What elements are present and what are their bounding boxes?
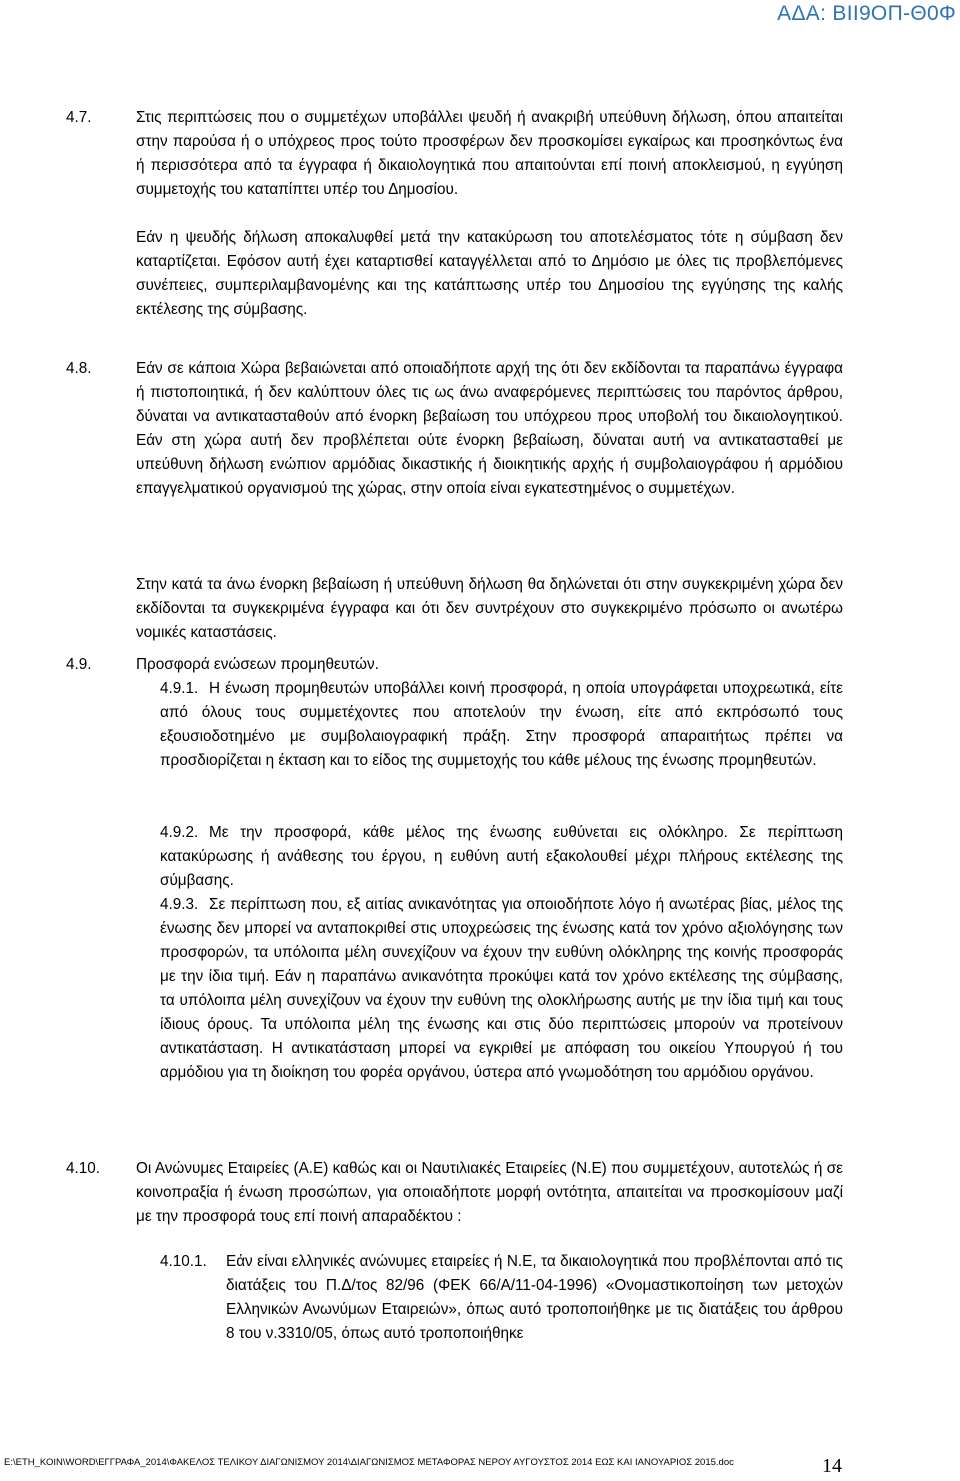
subsection-number-4-9-3: 4.9.3. [160,896,199,913]
section-number-4-7: 4.7. [66,109,92,126]
subsection-4-9-1-text: Η ένωση προμηθευτών υποβάλλει κοινή προσφορά, η οποία υπογράφεται υποχρεωτικά, είτε από όλους τους συμμετέχοντες που αποτελούν την ένωση, είτε από εκπρόσωπό τους εξουσιοδοτημένο με συμβολαιογραφική πράξη. Στην προσφορά απαραιτήτως πρέπει να προσδιορίζεται η έκταση και το είδος της συμμετοχής του κάθε μέλους της ένωσης προμηθευτών. [160,680,843,769]
section-4-8-paragraph-1: Εάν σε κάποια Χώρα βεβαιώνεται από οποιαδήποτε αρχή της ότι δεν εκδίδονται τα παραπάνω έγγραφα ή πιστοποιητικά, ή δεν καλύπτουν όλες τις ως άνω αναφερόμενες περιπτώσεις του παρόντος άρθρου, δύναται να αντικατασταθούν από ένορκη βεβαίωση του υπόχρεου προς υποβολή του δικαιολογητικού. Εάν στη χώρα αυτή δεν προβλέπεται ούτε ένορκη βεβαίωση, δύναται αυτή να αντικατασταθεί με υπεύθυνη δήλωση ενώπιον αρμόδιας δικαστικής ή διοικητικής αρχής ή συμβολαιογράφου ή αρμόδιου επαγγελματικού οργανισμού της χώρας, στην οποία είναι εγκατεστημένος ο συμμετέχων. [136,360,843,497]
page-number: 14 [822,1455,842,1477]
section-4-7-paragraph-2: Εάν η ψευδής δήλωση αποκαλυφθεί μετά την κατακύρωση του αποτελέσματος τότε η σύμβαση δεν καταρτίζεται. Εφόσον αυτή έχει καταρτισθεί καταγγέλλεται από το Δημόσιο με όλες τις προβλεπόμενες συνέπειες, συμπεριλαμβανομένης και της κατάπτωσης υπέρ του Δημοσίου της εγγύησης της καλής εκτέλεσης της σύμβασης. [136,229,843,318]
subsection-number-4-9-2: 4.9.2. [160,824,199,841]
section-4-10-paragraph-1: Οι Ανώνυμες Εταιρείες (Α.Ε) καθώς και οι Ναυτιλιακές Εταιρείες (Ν.Ε) που συμμετέχουν, αυτοτελώς ή σε κοινοπραξία ή ένωση προσώπων, για οποιαδήποτε μορφή οντότητα, απαιτείται να προσκομίσουν μαζί με την προσφορά τους επί ποινή απαραδέκτου : [136,1160,843,1225]
section-number-4-10: 4.10. [66,1160,101,1177]
ada-code: ΑΔΑ: ΒΙΙ9ΟΠ-Θ0Φ [777,2,956,25]
section-4-8-paragraph-2: Στην κατά τα άνω ένορκη βεβαίωση ή υπεύθυνη δήλωση θα δηλώνεται ότι στην συγκεκριμένη χώρα δεν εκδίδονται τα συγκεκριμένα έγγραφα και ότι δεν συντρέχουν στο συγκεκριμένο πρόσωπο οι ανωτέρω νομικές καταστάσεις. [136,576,843,641]
subsection-4-9-3-text: Σε περίπτωση που, εξ αιτίας ανικανότητας για οποιοδήποτε λόγο ή ανωτέρας βίας, μέλος της ένωσης δεν μπορεί να ανταποκριθεί στις υποχρεώσεις της ένωσης κατά τον χρόνο αξιολόγησης των προσφορών, τα υπόλοιπα μέλη συνεχίζουν να έχουν την ευθύνη ολόκληρης της κοινής προσφοράς με την ίδια τιμή. Εάν η παραπάνω ανικανότητα προκύψει κατά τον χρόνο εκτέλεσης της σύμβασης, τα υπόλοιπα μέλη συνεχίζουν να έχουν την ευθύνη της ολοκλήρωσης αυτής με την ίδια τιμή και τους ίδιους όρους. Τα υπόλοιπα μέλη της ένωσης και στις δύο περιπτώσεις μπορούν να προτείνουν αντικατάσταση. Η αντικατάσταση μπορεί να εγκριθεί με απόφαση του οικείου Υπουργού ή του αρμόδιου για τη διοίκηση του φορέα οργάνου, ύστερα από γνωμοδότηση του αρμόδιου οργάνου. [160,896,843,1081]
section-4-9-title: Προσφορά ενώσεων προμηθευτών. [136,656,379,673]
section-4-7-paragraph-1: Στις περιπτώσεις που ο συμμετέχων υποβάλλει ψευδή ή ανακριβή υπεύθυνη δήλωση, όπου απαιτείται στην παρούσα ή ο υπόχρεος προς τούτο προσφέρων δεν προσκομίσει εγκαίρως και προσηκόντως ένα ή περισσότερα από τα έγγραφα ή δικαιολογητικά που απαιτούνται επί ποινή αποκλεισμού, η εγγύηση συμμετοχής του καταπίπτει υπέρ του Δημοσίου. [136,109,843,198]
subsection-number-4-9-1: 4.9.1. [160,680,199,697]
subsection-number-4-10-1: 4.10.1. [160,1253,207,1270]
section-number-4-8: 4.8. [66,360,92,377]
footer-file-path: E:\ΕΤΗ_ΚΟΙΝ\WORD\ΕΓΓΡΑΦΑ_2014\ΦΑΚΕΛΟΣ ΤΕΛΙΚΟΥ ΔΙΑΓΩΝΙΣΜΟΥ 2014\ΔΙΑΓΩΝΙΣΜΟΣ ΜΕΤΑΦΟΡΑΣ ΝΕΡΟΥ ΑΥΓΟΥΣΤΟΣ 2014 ΕΩΣ ΚΑΙ ΙΑΝΟΥΑΡΙΟΣ 2015.doc [4,1457,734,1468]
section-number-4-9: 4.9. [66,656,92,673]
subsection-4-10-1-text: Εάν είναι ελληνικές ανώνυμες εταιρείες ή Ν.Ε, τα δικαιολογητικά που προβλέπονται από τις διατάξεις του Π.Δ/τος 82/96 (ΦΕΚ 66/Α/11-04-1996) «Ονομαστικοποίηση των μετοχών Ελληνικών Ανωνύμων Εταιρειών», όπως αυτό τροποποιήθηκε με τις διατάξεις του άρθρου 8 του ν.3310/05, όπως αυτό τροποποιήθηκε [226,1253,843,1342]
subsection-4-9-2-text: Με την προσφορά, κάθε μέλος της ένωσης ευθύνεται εις ολόκληρο. Σε περίπτωση κατακύρωσης ή ανάθεσης του έργου, η ευθύνη αυτή εξακολουθεί μέχρι πλήρους εκτέλεσης της σύμβασης. [160,824,843,889]
